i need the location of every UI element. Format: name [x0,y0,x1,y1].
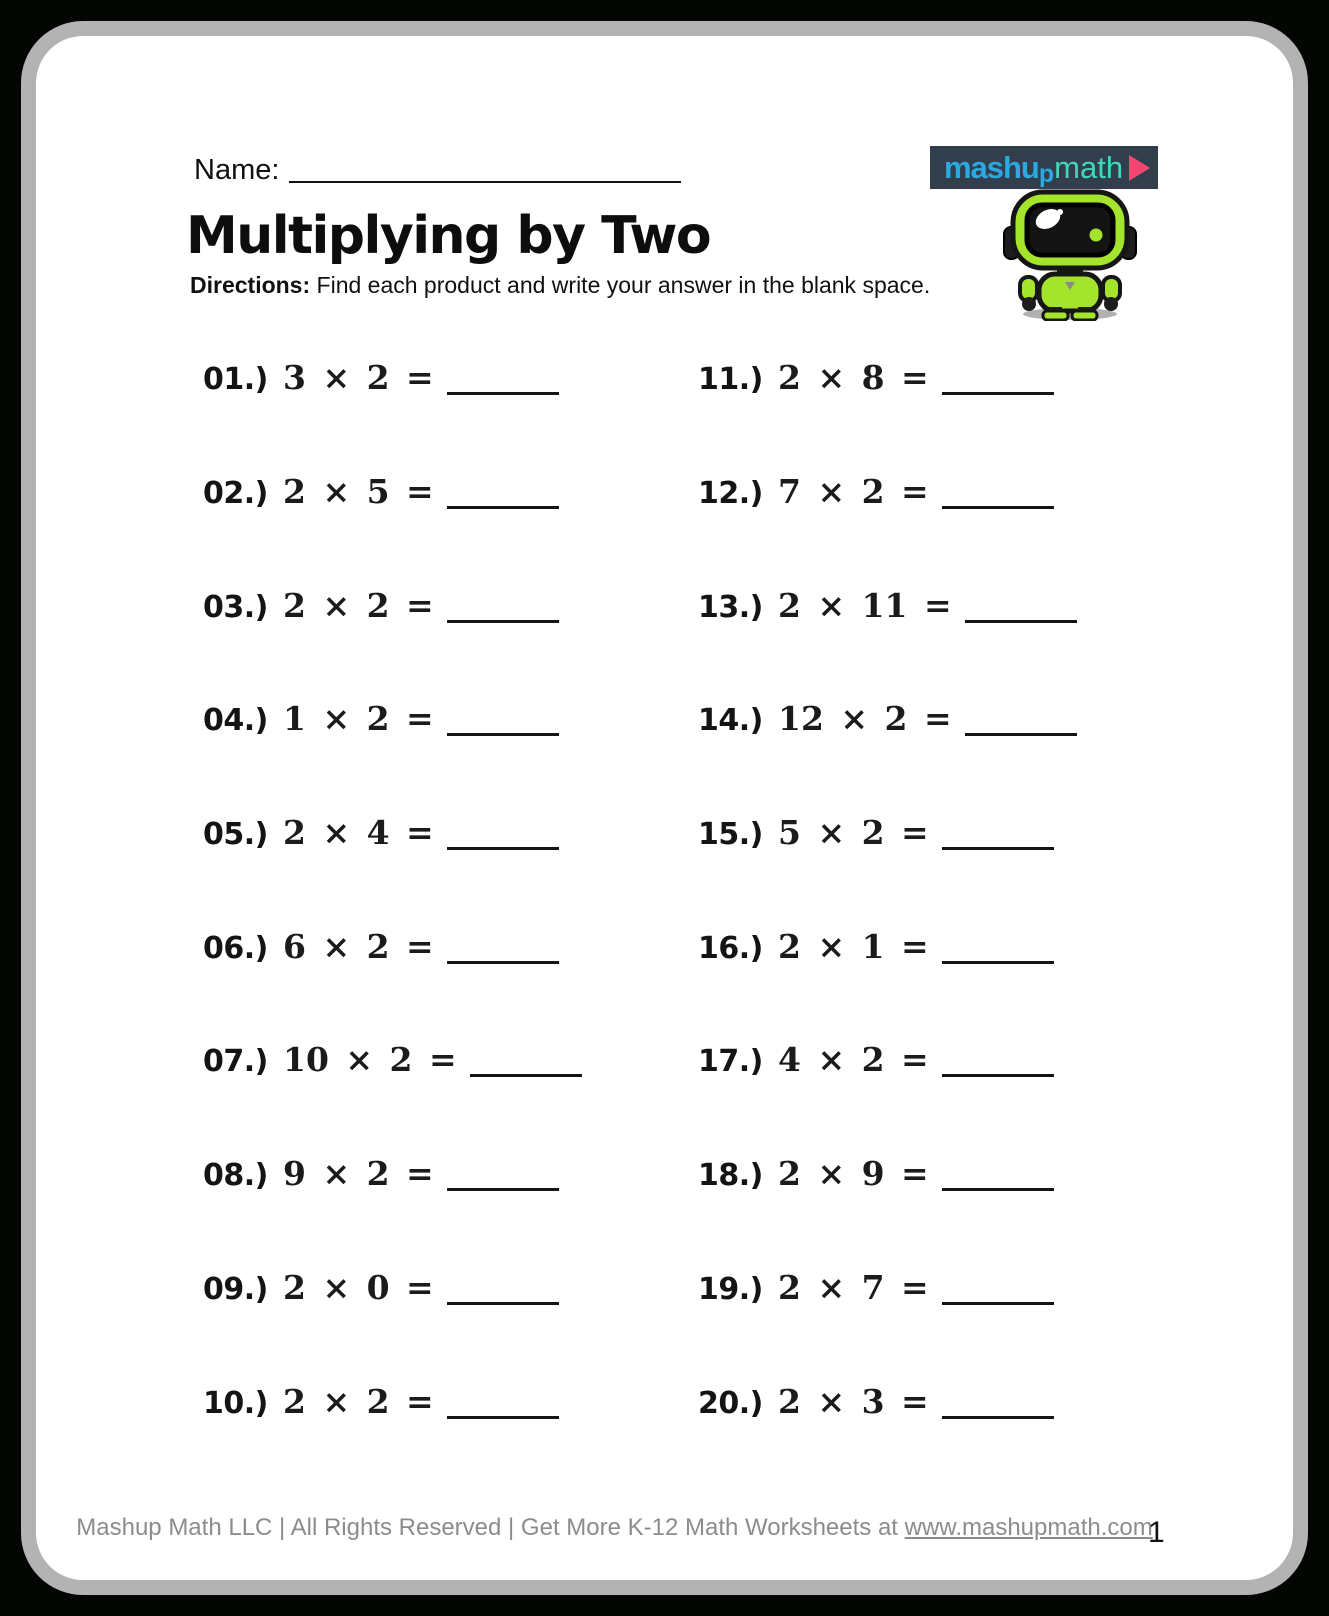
problem-row [203,1154,698,1193]
problem-number: 14.) [698,703,763,739]
problems-grid [203,321,1223,1458]
problem-row [203,1040,698,1079]
problem-expression: 2 × 11 = [778,585,952,625]
problem-row [698,927,1223,966]
problem-expression: 5 × 2 = [778,813,929,853]
problem-number: 15.) [698,817,763,853]
problem-expression: 2 × 7 = [778,1267,929,1307]
problem-expression: 7 × 2 = [778,472,929,512]
answer-blank[interactable] [942,392,1054,395]
name-input-line[interactable] [289,181,681,183]
footer-link[interactable]: www.mashupmath.com [904,1514,1153,1541]
problem-number: 18.) [698,1158,763,1194]
problem-expression: 2 × 9 = [778,1154,929,1194]
problem-number: 07.) [203,1044,268,1080]
answer-blank[interactable] [447,733,559,736]
problem-expression: 1 × 2 = [283,699,434,739]
problem-number: 05.) [203,817,268,853]
answer-blank[interactable] [942,1416,1054,1419]
logo-text-math: math [1054,149,1124,185]
problem-row [203,1268,698,1307]
problem-number: 19.) [698,1271,763,1307]
footer [76,1514,1153,1542]
logo-text-mashu: mashu [943,149,1039,185]
directions-label: Directions: [190,272,311,298]
problem-number: 08.) [203,1158,268,1194]
answer-blank[interactable] [942,1188,1054,1191]
directions [190,272,930,299]
problem-number: 16.) [698,930,763,966]
directions-text: Find each product and write your answer in the blank space. [310,272,931,298]
problem-number: 04.) [203,703,268,739]
problem-expression: 3 × 2 = [283,358,434,398]
problem-number: 12.) [698,476,763,512]
problem-expression: 12 × 2 = [778,699,952,739]
answer-blank[interactable] [470,1074,582,1077]
problem-row [698,586,1223,625]
page-title: Multiplying by Two [186,206,711,266]
problem-row [203,358,698,397]
problem-number: 13.) [698,589,763,625]
answer-blank[interactable] [447,392,559,395]
problem-expression: 2 × 2 = [283,1381,434,1421]
answer-blank[interactable] [942,1302,1054,1305]
problem-number: 03.) [203,589,268,625]
problem-expression: 2 × 1 = [778,926,929,966]
problem-row [698,358,1223,397]
answer-blank[interactable] [447,620,559,623]
answer-blank[interactable] [447,1302,559,1305]
problem-expression: 2 × 5 = [283,472,434,512]
problem-row [698,1382,1223,1421]
answer-blank[interactable] [447,1416,559,1419]
problem-expression: 2 × 8 = [778,358,929,398]
problem-number: 06.) [203,930,268,966]
problem-row [203,586,698,625]
problem-number: 01.) [203,362,268,398]
problem-expression: 2 × 3 = [778,1381,929,1421]
logo-text-p: p [1038,160,1055,188]
answer-blank[interactable] [942,1074,1054,1077]
problem-row [203,927,698,966]
answer-blank[interactable] [447,1188,559,1191]
problem-expression: 2 × 0 = [283,1267,434,1307]
problem-number: 20.) [698,1385,763,1421]
problem-row [698,1040,1223,1079]
worksheet-page [21,21,1308,1595]
problem-row [698,1154,1223,1193]
problem-expression: 10 × 2 = [283,1040,457,1080]
answer-blank[interactable] [942,847,1054,850]
problem-row [203,472,698,511]
answer-blank[interactable] [447,847,559,850]
problem-number: 02.) [203,476,268,512]
answer-blank[interactable] [942,506,1054,509]
page-number: 1 [1148,1516,1165,1549]
footer-text: Mashup Math LLC | All Rights Reserved | Get More K-12 Math Worksheets at [76,1514,905,1541]
problem-expression: 9 × 2 = [283,1154,434,1194]
problem-row [203,699,698,738]
problem-number: 17.) [698,1044,763,1080]
problem-row [203,1382,698,1421]
problem-row [698,1268,1223,1307]
problem-expression: 2 × 2 = [283,585,434,625]
mashupmath-logo [930,146,1158,189]
problem-number: 10.) [203,1385,268,1421]
name-row [194,154,681,187]
name-label: Name: [194,154,280,186]
problem-row [698,699,1223,738]
problem-row [698,472,1223,511]
problem-expression: 4 × 2 = [778,1040,929,1080]
answer-blank[interactable] [965,620,1077,623]
answer-blank[interactable] [447,506,559,509]
play-icon [1129,155,1150,181]
problem-number: 11.) [698,362,763,398]
answer-blank[interactable] [965,733,1077,736]
answer-blank[interactable] [447,961,559,964]
problem-row [698,813,1223,852]
robot-mascot-icon [1003,187,1137,321]
problem-row [203,813,698,852]
answer-blank[interactable] [942,961,1054,964]
problem-number: 09.) [203,1271,268,1307]
problem-expression: 6 × 2 = [283,926,434,966]
problem-expression: 2 × 4 = [283,813,434,853]
